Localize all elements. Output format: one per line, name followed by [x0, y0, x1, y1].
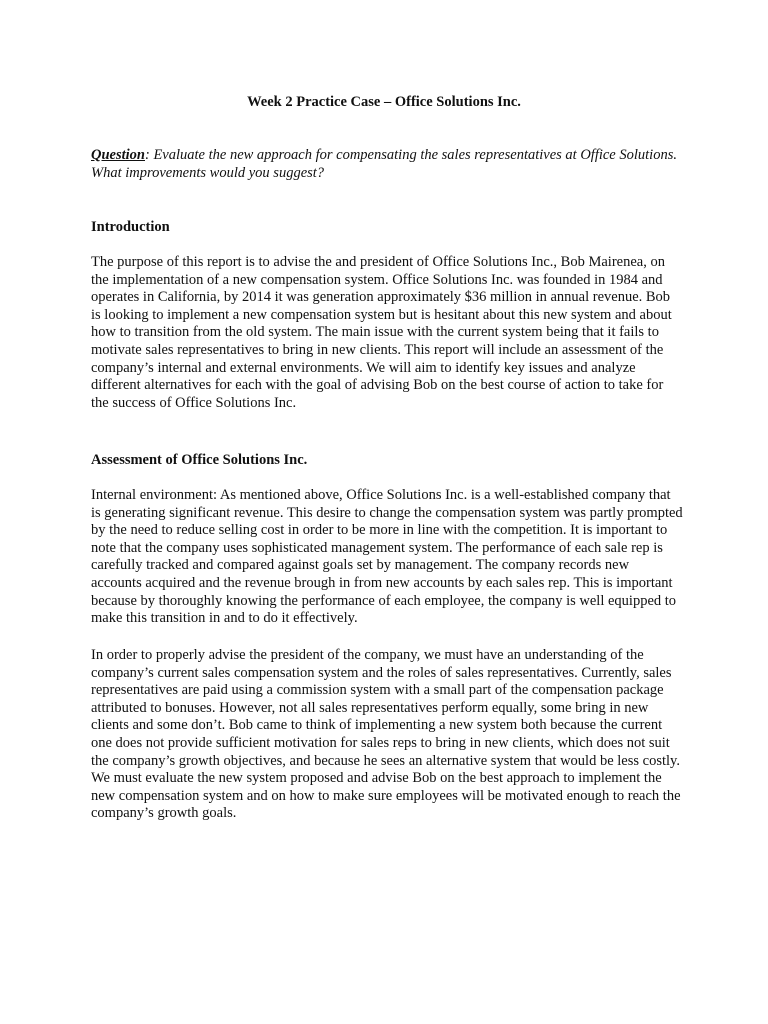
- question-text: : Evaluate the new approach for compensating the sales representatives at Office Solutions. What improvements would you suggest?: [91, 147, 677, 181]
- assessment-paragraph-compensation: In order to properly advise the president of the company, we must have an understanding of the company’s current sales compensation system and the roles of sales representatives. Currently, sales representatives are paid using a commission system with a small part of the compensation package attributed to bonuses. However, not all sales representatives perform equally, some bring in new clients and some don’t. Bob came to think of implementing a new system both because the current one does not provide sufficient motivation for sales reps to bring in new clients, which does not suit the company’s growth objectives, and because he sees an alternative system that would be less costly. We must evaluate the new system proposed and advise Bob on the best approach to implement the new compensation system and on how to make sure employees will be motivated enough to reach the company’s growth goals.: [91, 647, 681, 822]
- introduction-paragraph: The purpose of this report is to advise the and president of Office Solutions Inc., Bob Mairenea, on the implementation of a new compensation system. Office Solutions Inc. was founded in 1984 and operates in California, by 2014 it was generation approximately $36 million in annual revenue. Bob is looking to implement a new compensation system but is hesitant about this new system and about how to transition from the old system. The main issue with the current system being that it fails to motivate sales representatives to bring in new clients. This report will include an assessment of the company’s internal and external environments. We will aim to identify key issues and analyze different alternatives for each with the goal of advising Bob on the best course of action to take for the success of Office Solutions Inc.: [91, 254, 672, 411]
- section-heading-assessment: Assessment of Office Solutions Inc.: [91, 452, 308, 468]
- section-heading-introduction: Introduction: [91, 219, 170, 235]
- assessment-paragraph-internal: Internal environment: As mentioned above, Office Solutions Inc. is a well-established company that is generating significant revenue. This desire to change the compensation system was partly prompted by the need to reduce selling cost in order to be more in line with the competition. It is important to note that the company uses sophisticated management system. The performance of each sale rep is carefully tracked and compared against goals set by management. The company records new accounts acquired and the revenue brough in from new accounts by each sales rep. This is important because by thoroughly knowing the performance of each employee, the company is well equipped to make this transition in and to do it effectively.: [91, 487, 683, 627]
- question-label: Question: [91, 147, 145, 163]
- question-block: [91, 147, 681, 182]
- document-title: Week 2 Practice Case – Office Solutions Inc.: [247, 94, 521, 110]
